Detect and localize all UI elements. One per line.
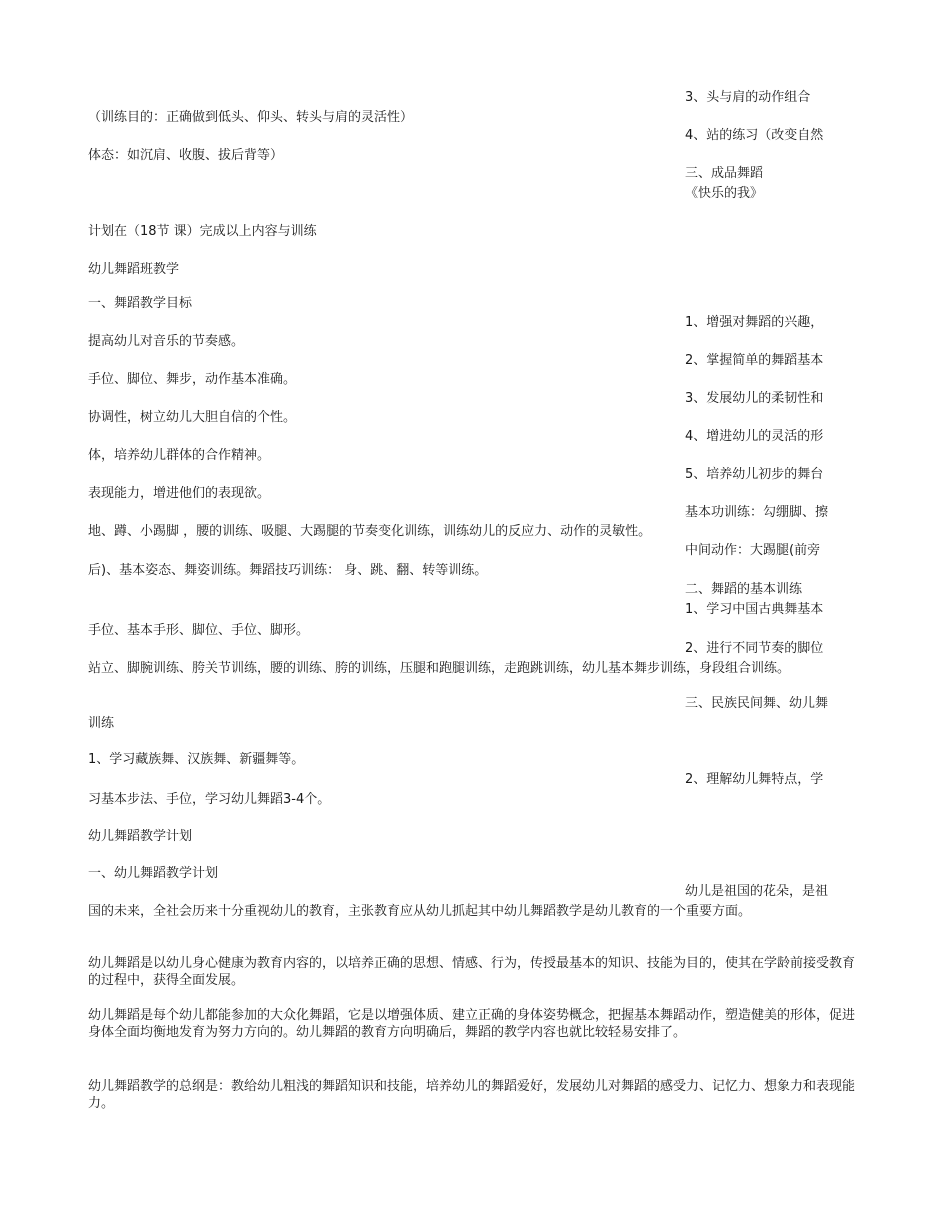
text-line: 幼儿是祖国的花朵，是祖	[685, 884, 829, 899]
text-line: 3、头与肩的动作组合	[685, 90, 811, 105]
text-paragraph: 站立、脚腕训练、胯关节训练，腰的训练、胯的训练，压腿和跑腿训练，走跑跳训练，幼儿基本舞步训练，身段组合训练。	[88, 661, 791, 676]
text-line: 中间动作：大踢腿(前旁	[685, 543, 821, 558]
text-line: 4、增进幼儿的灵活的形	[685, 429, 824, 444]
text-line: 1、学习藏族舞、汉族舞、新疆舞等。	[88, 752, 305, 767]
text-line: 4、站的练习（改变自然	[685, 128, 824, 143]
text-line: 2、掌握简单的舞蹈基本	[685, 353, 824, 368]
text-line: 后)、基本姿态、舞姿训练。舞蹈技巧训练： 身、跳、翻、转等训练。	[88, 563, 488, 578]
text-line: 计划在（18节 课）完成以上内容与训练	[88, 224, 317, 239]
text-line: 手位、脚位、舞步，动作基本准确。	[88, 372, 297, 387]
text-line: 体态：如沉肩、收腹、拔后背等）	[88, 148, 284, 163]
text-paragraph: 幼儿舞蹈是以幼儿身心健康为教育内容的，以培养正确的思想、情感、行为，传授最基本的知识、技能为目的，使其在学龄前接受教育的过程中，获得全面发展。	[88, 956, 856, 988]
text-line: 手位、基本手形、脚位、手位、脚形。	[88, 623, 310, 638]
section-heading: 二、舞蹈的基本训练	[685, 582, 803, 597]
text-line: 表现能力，增进他们的表现欲。	[88, 486, 271, 501]
text-paragraph: 幼儿舞蹈教学的总纲是：教给幼儿粗浅的舞蹈知识和技能，培养幼儿的舞蹈爱好，发展幼儿对舞蹈的感受力、记忆力、想象力和表现能力。	[88, 1079, 856, 1111]
section-title: 幼儿舞蹈教学计划	[88, 829, 193, 844]
text-paragraph: 国的未来，全社会历来十分重视幼儿的教育，主张教育应从幼儿抓起其中幼儿舞蹈教学是幼儿教育的一个重要方面。	[88, 904, 752, 919]
text-line: 协调性，树立幼儿大胆自信的个性。	[88, 410, 297, 425]
text-line: 三、成品舞蹈	[685, 166, 764, 181]
text-line: 基本功训练：勾绷脚、擦	[685, 505, 829, 520]
text-line: 地、蹲、小踢脚 ，腰的训练、吸腿、大踢腿的节奏变化训练，训练幼儿的反应力、动作的灵敏性。	[88, 524, 652, 539]
text-line: 提高幼儿对音乐的节奏感。	[88, 334, 245, 349]
section-heading: 一、舞蹈教学目标	[88, 296, 193, 311]
text-line: 习基本步法、手位，学习幼儿舞蹈3-4个。	[88, 792, 331, 807]
text-line: 5、培养幼儿初步的舞台	[685, 467, 824, 482]
text-line: 2、理解幼儿舞特点，学	[685, 772, 824, 787]
text-line: 体，培养幼儿群体的合作精神。	[88, 448, 271, 463]
text-line: 2、进行不同节奏的脚位	[685, 641, 824, 656]
section-heading: 一、幼儿舞蹈教学计划	[88, 866, 219, 881]
text-line: （训练目的：正确做到低头、仰头、转头与肩的灵活性）	[88, 110, 414, 125]
section-title: 幼儿舞蹈班教学	[88, 262, 180, 277]
text-line: 《快乐的我》	[685, 186, 764, 201]
section-heading: 三、民族民间舞、幼儿舞	[685, 696, 829, 711]
text-line: 1、增强对舞蹈的兴趣，	[685, 315, 824, 330]
text-paragraph: 幼儿舞蹈是每个幼儿都能参加的大众化舞蹈，它是以增强体质、建立正确的身体姿势概念，把握基本舞蹈动作，塑造健美的形体，促进身体全面均衡地发育为努力方向的。幼儿舞蹈的教育方向明确后，舞蹈的教学内容也就比较轻易安排了。	[88, 1008, 856, 1040]
text-line: 1、学习中国古典舞基本	[685, 602, 824, 617]
text-line: 训练	[88, 716, 115, 731]
text-line: 3、发展幼儿的柔韧性和	[685, 391, 824, 406]
